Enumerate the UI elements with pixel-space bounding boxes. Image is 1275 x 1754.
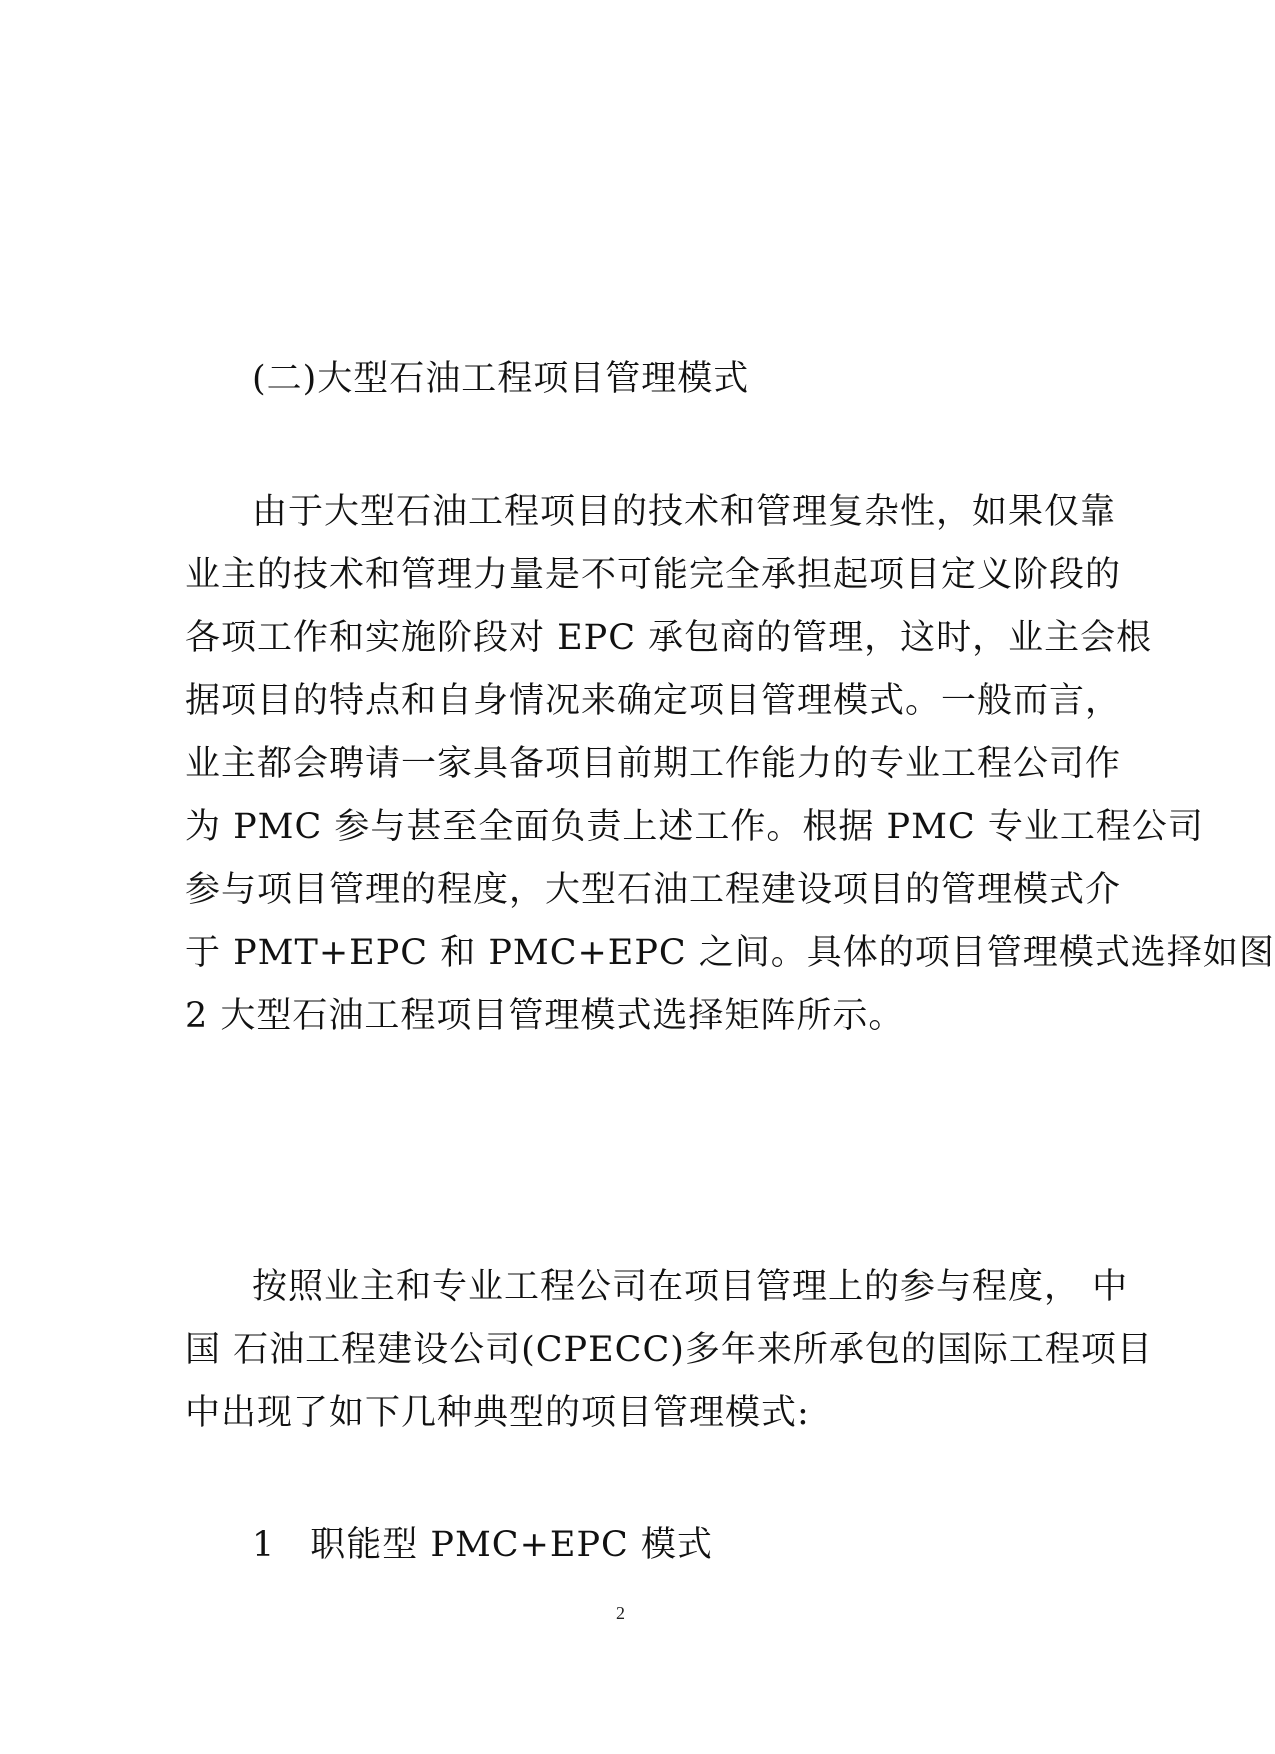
paragraph-line: 业主都会聘请一家具备项目前期工作能力的专业工程公司作 (185, 744, 1122, 784)
paragraph-line: 2 大型石油工程项目管理模式选择矩阵所示。 (185, 996, 905, 1036)
paragraph-line: 于 PMT+EPC 和 PMC+EPC 之间。具体的项目管理模式选择如图 (185, 933, 1275, 973)
paragraph-line: 国 石油工程建设公司(CPECC)多年来所承包的国际工程项目 (185, 1330, 1153, 1370)
paragraph-line: 各项工作和实施阶段对 EPC 承包商的管理，这时，业主会根 (185, 618, 1153, 658)
list-item (252, 1521, 1065, 1569)
paragraph-line: 为 PMC 参与甚至全面负责上述工作。根据 PMC 专业工程公司 (185, 807, 1204, 847)
paragraph-line: 由于大型石油工程项目的技术和管理复杂性，如果仅靠 (252, 492, 1117, 532)
paragraph-line: 中出现了如下几种典型的项目管理模式: (185, 1393, 810, 1433)
paragraph-line: 业主的技术和管理力量是不可能完全承担起项目定义阶段的 (185, 555, 1122, 595)
page-number: 2 (616, 1603, 625, 1623)
list-item-text: 职能型 PMC+EPC 模式 (310, 1525, 713, 1565)
section-heading: (二)大型石油工程项目管理模式 (252, 359, 750, 399)
paragraph-line: 按照业主和专业工程公司在项目管理上的参与程度， 中 (252, 1267, 1129, 1307)
list-item-number: 1 (252, 1525, 276, 1565)
paragraph-line: 参与项目管理的程度，大型石油工程建设项目的管理模式介 (185, 870, 1122, 910)
paragraph-line: 据项目的特点和自身情况来确定项目管理模式。一般而言， (185, 681, 1122, 721)
